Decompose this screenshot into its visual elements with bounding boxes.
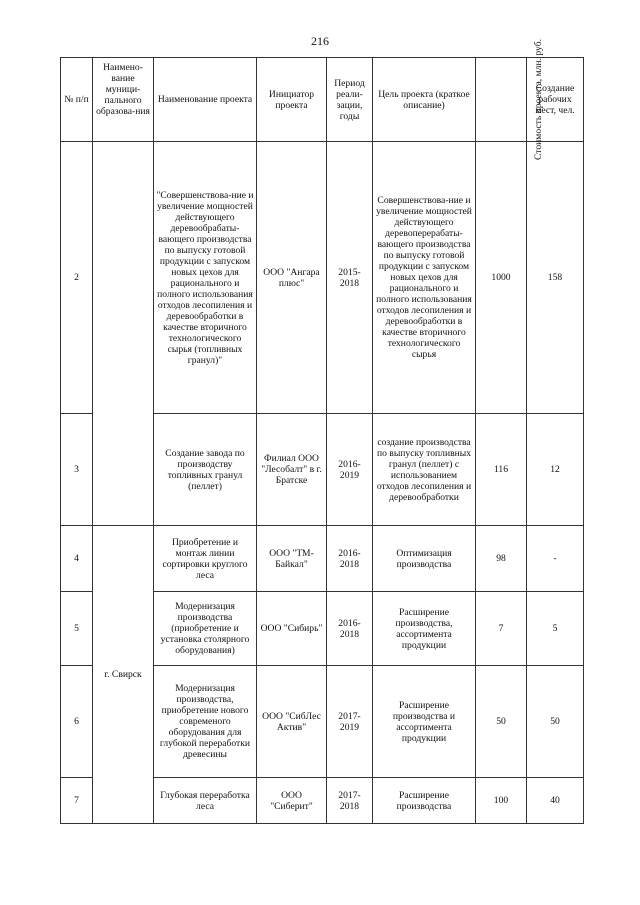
header-cost <box>476 38 545 161</box>
cell-initiator: ООО "СибЛес Актив" <box>257 666 327 778</box>
cell-goal: Расширение производства, ассортимента продукции <box>373 592 476 666</box>
cell-project-name: Глубокая переработка леса <box>154 778 257 824</box>
cell-cost: 98 <box>476 526 527 592</box>
cell-project-name: "Совершенствова-ние и увеличение мощностей действующего деревообрабаты-вающего производства по выпуску готовой продукции с запуском новых цехов для рационального и полного использования отходов лесопиления и деревообработки в качестве вторичного технологического сырья (топливных гранул)" <box>154 142 257 414</box>
cell-goal: Расширение производства <box>373 778 476 824</box>
header-municipality: Наимено-вание муници-пального образова-ния <box>93 58 154 142</box>
cell-jobs: 12 <box>527 414 584 526</box>
cell-jobs: 50 <box>527 666 584 778</box>
cell-period: 2015-2018 <box>327 142 373 414</box>
cell-goal: Оптимизация производства <box>373 526 476 592</box>
header-row <box>61 58 584 142</box>
header-project-name: Наименование проекта <box>154 58 257 142</box>
cell-period: 2016-2018 <box>327 526 373 592</box>
cell-num: 6 <box>61 666 93 778</box>
header-goal: Цель проекта (краткое описание) <box>373 58 476 142</box>
cell-initiator: ООО "Сиберит" <box>257 778 327 824</box>
cell-project-name: Приобретение и монтаж линии сортировки круглого леса <box>154 526 257 592</box>
cell-period: 2017-2018 <box>327 778 373 824</box>
cell-jobs: 158 <box>527 142 584 414</box>
cell-project-name: Модернизация производства (приобретение и установка столярного оборудования) <box>154 592 257 666</box>
cell-cost: 100 <box>476 778 527 824</box>
cell-municipality-empty <box>93 142 154 526</box>
cell-cost: 7 <box>476 592 527 666</box>
cell-cost: 50 <box>476 666 527 778</box>
cell-jobs: 40 <box>527 778 584 824</box>
cell-num: 7 <box>61 778 93 824</box>
header-initiator: Инициатор проекта <box>257 58 327 142</box>
table-row <box>61 526 584 592</box>
header-jobs: Создание рабочих мест, чел. <box>527 58 584 142</box>
cell-period: 2017-2019 <box>327 666 373 778</box>
cell-municipality: г. Свирск <box>93 526 154 824</box>
cell-jobs: 5 <box>527 592 584 666</box>
cell-initiator: Филиал ООО "Лесобалт" в г. Братске <box>257 414 327 526</box>
cell-project-name: Создание завода по производству топливных гранул (пеллет) <box>154 414 257 526</box>
header-cost-label: Стоимость проекта, млн. руб. <box>533 38 545 161</box>
cell-period: 2016-2019 <box>327 414 373 526</box>
cell-project-name: Модернизация производства, приобретение нового современого оборудования для глубокой переработки древесины <box>154 666 257 778</box>
cell-num: 4 <box>61 526 93 592</box>
cell-jobs: - <box>527 526 584 592</box>
header-num: № п/п <box>61 58 93 142</box>
cell-cost: 116 <box>476 414 527 526</box>
table-row <box>61 142 584 414</box>
cell-goal: Совершенствова-ние и увеличение мощностей действующего деревоперерабаты-вающего производства по выпуску готовой продукции с запуском новых цехов для рационального и полного использования отходов лесопиления и деревообработки в качестве вторичного технологического сырья <box>373 142 476 414</box>
cell-num: 2 <box>61 142 93 414</box>
header-period: Период реали-зации, годы <box>327 58 373 142</box>
cell-goal: создание производства по выпуску топливных гранул (пеллет) с использованием отходов лесопиления и деревообработки <box>373 414 476 526</box>
cell-initiator: ООО "Ангара плюс" <box>257 142 327 414</box>
cell-period: 2016-2018 <box>327 592 373 666</box>
cell-cost: 1000 <box>476 142 527 414</box>
page-number: 216 <box>311 34 329 48</box>
cell-initiator: ООО "Сибирь" <box>257 592 327 666</box>
cell-goal: Расширение производства и ассортимента продукции <box>373 666 476 778</box>
cell-num: 3 <box>61 414 93 526</box>
cell-num: 5 <box>61 592 93 666</box>
cell-initiator: ООО "ТМ-Байкал" <box>257 526 327 592</box>
